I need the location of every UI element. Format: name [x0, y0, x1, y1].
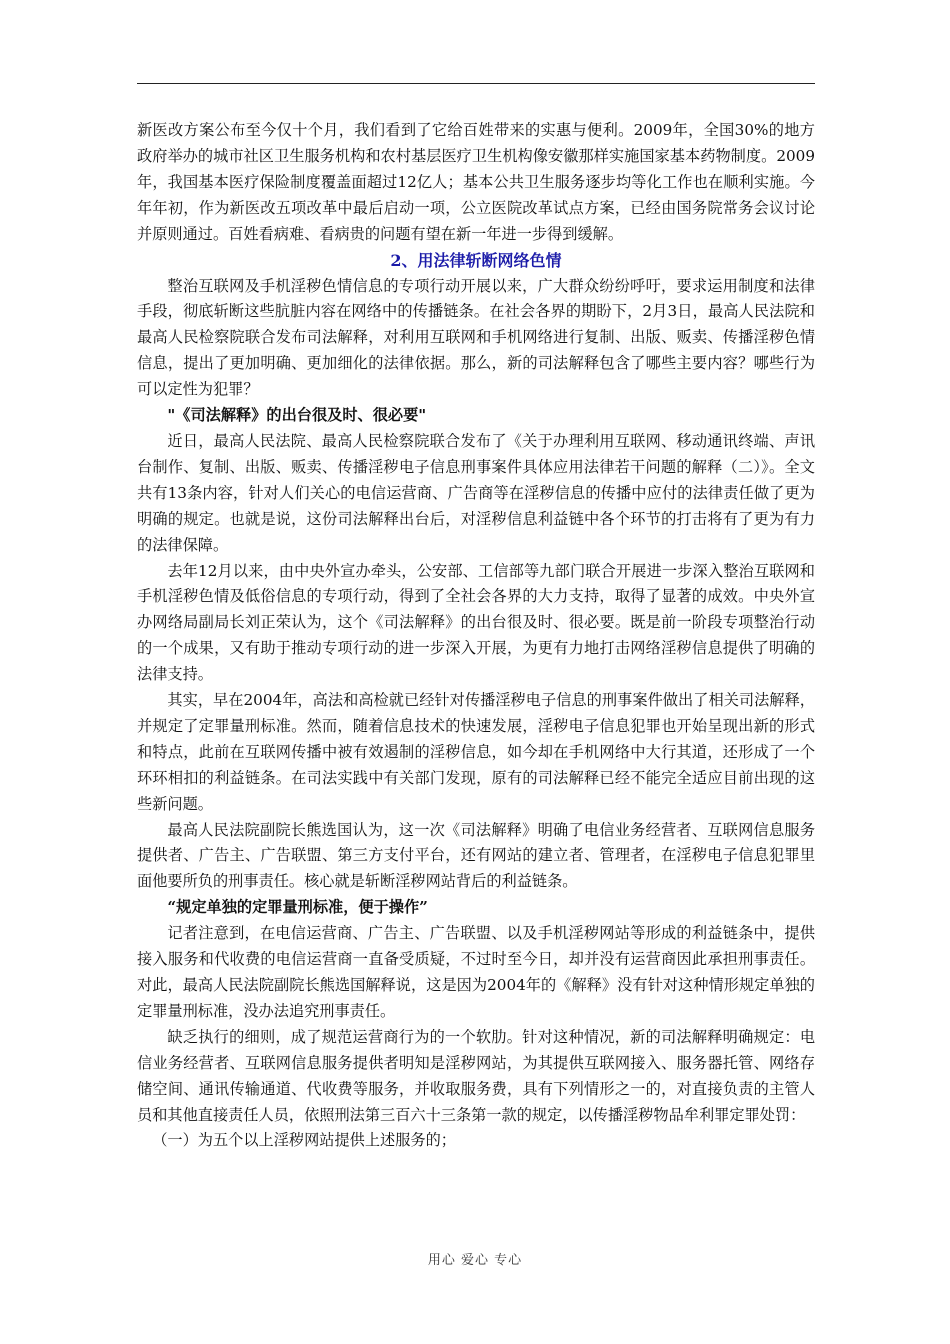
paragraph: 其实，早在2004年，高法和高检就已经针对传播淫秽电子信息的刑事案件做出了相关司法解释，并规定了定罪量刑标准。然而，随着信息技术的快速发展，淫秽电子信息犯罪也开始呈现出新的形式和特点，此前在互联网传播中被有效遏制的淫秽信息，如今却在手机网络中大行其道，还形成了一个环环相扣的利益链条。在司法实践中有关部门发现，原有的司法解释已经不能完全适应目前出现的这些新问题。 [137, 691, 815, 813]
paragraph: 整治互联网及手机淫秽色情信息的专项行动开展以来，广大群众纷纷呼吁，要求运用制度和法律手段，彻底斩断这些肮脏内容在网络中的传播链条。在社会各界的期盼下，2月3日，最高人民法院和最高人民检察院联合发布司法解释，对利用互联网和手机网络进行复制、出版、贩卖、传播淫秽色情信息，提出了更加明确、更加细化的法律依据。那么，新的司法解释包含了哪些主要内容？哪些行为可以定性为犯罪？ [137, 276, 815, 399]
header-rule [137, 83, 815, 84]
section-title: 2、用法律斩断网络色情 [390, 250, 562, 270]
list-item: （一）为五个以上淫秽网站提供上述服务的； [152, 1131, 456, 1150]
paragraph: 近日，最高人民法院、最高人民检察院联合发布了《关于办理利用互联网、移动通讯终端、声讯台制作、复制、出版、贩卖、传播淫秽电子信息刑事案件具体应用法律若干问题的解释（二）》。全文共有13条内容，针对人们关心的电信运营商、广告商等在淫秽信息的传播中应付的法律责任做了更为明确的规定。也就是说，这份司法解释出台后，对淫秽信息利益链中各个环节的打击将有了更为有力的法律保障。 [137, 431, 815, 554]
subheading: "《司法解释》的出台很及时、很必要" [167, 406, 427, 425]
paragraph: 缺乏执行的细则，成了规范运营商行为的一个软肋。针对这种情况，新的司法解释明确规定：电信业务经营者、互联网信息服务提供者明知是淫秽网站，为其提供互联网接入、服务器托管、网络存储空间、通讯传输通道、代收费等服务，并收取服务费，具有下列情形之一的，对直接负责的主管人员和其他直接责任人员，依照刑法第三百六十三条第一款的规定，以传播淫秽物品牟利罪定罪处罚： [137, 1027, 815, 1124]
document-body [137, 118, 815, 1154]
paragraph: 记者注意到，在电信运营商、广告主、广告联盟、以及手机淫秽网站等形成的利益链条中，提供接入服务和代收费的电信运营商一直备受质疑，不过时至今日，却并没有运营商因此承担刑事责任。对此，最高人民法院副院长熊选国解释说，这是因为2004年的《解释》没有针对这种情形规定单独的定罪量刑标准，没办法追究刑事责任。 [137, 924, 815, 1020]
paragraph: 最高人民法院副院长熊选国认为，这一次《司法解释》明确了电信业务经营者、互联网信息服务提供者、广告主、广告联盟、第三方支付平台，还有网站的建立者、管理者，在淫秽电子信息犯罪里面他要所负的刑事责任。核心就是斩断淫秽网站背后的利益链条。 [137, 820, 815, 891]
paragraph: 新医改方案公布至今仅十个月，我们看到了它给百姓带来的实惠与便利。2009年，全国30%的地方政府举办的城市社区卫生服务机构和农村基层医疗卫生机构像安徽那样实施国家基本药物制度。2009年，我国基本医疗保险制度覆盖面超过12亿人；基本公共卫生服务逐步均等化工作也在顺利实施。今年年初，作为新医改五项改革中最后启动一项，公立医院改革试点方案，已经由国务院常务会议讨论并原则通过。百姓看病难、看病贵的问题有望在新一年进一步得到缓解。 [137, 121, 815, 243]
paragraph: 去年12月以来，由中央外宣办牵头，公安部、工信部等九部门联合开展进一步深入整治互联网和手机淫秽色情及低俗信息的专项行动，得到了全社会各界的大力支持，取得了显著的成效。中央外宣办网络局副局长刘正荣认为，这个《司法解释》的出台很及时、很必要。既是前一阶段专项整治行动的一个成果，又有助于推动专项行动的进一步深入开展，为更有力地打击网络淫秽信息提供了明确的法律支持。 [137, 561, 815, 684]
page-footer: 用心 爱心 专心 [427, 1253, 523, 1268]
subheading: “规定单独的定罪量刑标准，便于操作” [167, 898, 428, 917]
